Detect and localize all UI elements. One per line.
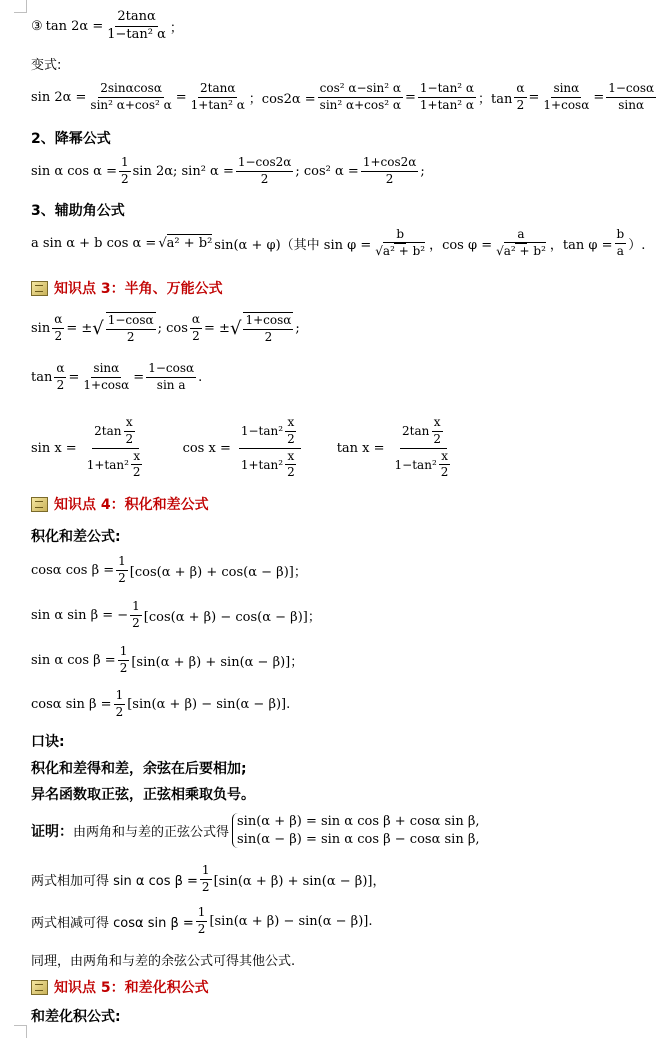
label-bianshi: 变式:	[31, 58, 62, 73]
fraction	[118, 645, 130, 676]
denominator: 2	[192, 328, 200, 343]
punct: ；	[169, 20, 183, 36]
formula-lhs: ；cos2α =	[248, 91, 316, 107]
fraction	[615, 228, 627, 259]
numerator: a	[515, 228, 526, 244]
numerator: cos² α−sin² α	[318, 82, 403, 98]
denominator: 2	[433, 431, 441, 446]
formula-rhs: [sin(α + β) + sin(α − β)]，	[213, 873, 386, 889]
section-knowledge-3	[31, 278, 223, 298]
numerator: 1	[130, 600, 142, 616]
fraction	[54, 362, 66, 393]
denominator: 1+cosα	[83, 377, 130, 392]
numerator: 1−cosα	[146, 362, 196, 378]
numerator: 2tan	[94, 423, 122, 438]
mnemonic-line-1: 积化和差得和差，余弦在后要相加;	[31, 761, 247, 777]
numerator: x	[432, 416, 443, 432]
denominator: 2	[132, 465, 141, 480]
proof-label: 证明：	[31, 823, 73, 840]
equals: =	[175, 89, 187, 105]
numerator: 1−cosα	[606, 82, 656, 98]
punct: ;	[420, 163, 425, 179]
denominator: 2	[56, 377, 65, 392]
fraction	[418, 82, 476, 113]
numerator: b	[615, 228, 627, 244]
formula-lhs: sin 2α =	[31, 89, 87, 105]
formula-lhs: a sin α + b cos α =	[31, 235, 157, 251]
formula-lhs: cos x =	[182, 440, 231, 456]
numerator: α	[190, 313, 202, 329]
formula-lhs: sin α sin β = −	[31, 607, 129, 623]
denominator: 2	[260, 171, 269, 186]
fraction	[431, 416, 443, 447]
formula-rhs: [cos(α + β) + cos(α − β)]；	[129, 564, 307, 580]
formula-mid: ，cos φ =	[429, 237, 493, 253]
formula-mid: ，tan φ =	[549, 237, 613, 253]
proof-text: 由两角和与差的正弦公式得	[73, 825, 230, 841]
fraction	[243, 312, 293, 345]
formula-mid: sin(α + φ)（其中 sin φ =	[214, 237, 372, 253]
punct: .	[198, 369, 203, 385]
equals: =	[133, 369, 145, 385]
fraction	[361, 156, 419, 187]
denominator: 2	[440, 465, 449, 480]
mnemonic-line-2: 异名函数取正弦，正弦相乘取负号。	[31, 787, 255, 803]
fraction	[52, 313, 64, 344]
denominator: sin² α+cos² α	[90, 97, 172, 112]
denominator: 2	[119, 660, 128, 675]
denominator: 2	[516, 97, 525, 112]
denominator: 2	[287, 465, 295, 480]
label-product-to-sum: 积化和差公式:	[31, 529, 121, 545]
numerator: b	[394, 228, 406, 244]
punct: ）.	[628, 237, 646, 253]
fraction	[114, 689, 126, 720]
formula-rhs: [sin(α + β) − sin(α − β)].	[127, 696, 291, 712]
plus-minus: = ±	[204, 320, 230, 336]
formula-lhs: cosα sin β =	[31, 696, 112, 712]
numerator: α	[52, 313, 64, 329]
formula-rhs: [sin(α + β) + sin(α − β)]；	[131, 654, 304, 670]
section-knowledge-5	[31, 977, 209, 997]
fraction	[393, 416, 455, 480]
formula-universal	[31, 416, 456, 480]
label-sum-to-product: 和差化积公式:	[31, 1009, 121, 1025]
fraction	[190, 313, 202, 344]
fraction: $\frac{b}{\text{√a² + b²}}$	[375, 227, 426, 258]
denominator: 2	[264, 329, 273, 344]
formula-auxiliary-angle: a sin α + b cos α = √a² + b² sin(α + φ)（其中 sin φ = $\frac{b}{\text{√a² + b²}}$ ，cos φ = $\frac{a}{\text{√a² + b²}}$ ，tan φ = $\frac{b}{a}$ ）.	[31, 227, 646, 258]
formula-lhs: tan x =	[336, 440, 385, 456]
formula-lhs: tan	[31, 369, 53, 385]
equation-line: sin(α − β) = sin α cos β − cosα sin β,	[237, 831, 480, 847]
fraction: $\frac{a}{\text{√a² + b²}}$	[496, 227, 546, 258]
section-knowledge-4	[31, 494, 209, 514]
denominator: 1+tan² α	[419, 97, 475, 112]
fraction	[81, 362, 131, 393]
fraction	[88, 82, 173, 113]
fraction	[123, 416, 135, 447]
radicand: a² + b²	[382, 243, 426, 258]
label-mnemonic: 口诀:	[31, 734, 65, 750]
fraction	[116, 555, 128, 586]
numerator: 1	[196, 906, 208, 922]
fraction	[239, 416, 301, 480]
fraction	[146, 362, 196, 393]
formula-tan2a	[31, 10, 183, 43]
radicand: a² + b²	[503, 243, 546, 258]
denominator: 1+tan²	[240, 457, 284, 472]
numerator: 1−cosα	[106, 314, 156, 330]
page-corner-mark	[14, 1025, 27, 1038]
numerator: 1−tan² α	[418, 82, 476, 98]
numerator: α	[54, 362, 66, 378]
numerator: 2tanα	[198, 82, 237, 98]
denominator: 2	[115, 704, 124, 719]
note-similarly: 同理，由两角和与差的余弦公式可得其他公式.	[31, 954, 296, 969]
formula-lhs: cosα cos β =	[31, 562, 115, 578]
denominator: sinα	[618, 97, 645, 112]
equation-line: sin(α + β) = sin α cos β + cosα sin β,	[237, 814, 480, 829]
fraction	[130, 600, 142, 631]
plus-minus: = ±	[66, 320, 93, 336]
fraction	[514, 82, 526, 113]
numerator: 1	[200, 864, 212, 880]
numerator: sinα	[91, 362, 121, 378]
numerator: 1−tan²	[240, 423, 284, 438]
formula-lhs: sin α cos α =	[31, 163, 117, 179]
numerator: sinα	[551, 82, 581, 98]
section-title: 知识点 5：和差化积公式	[54, 980, 209, 996]
punct: ;	[295, 320, 300, 336]
numerator: 1	[119, 156, 131, 172]
formula-product-1	[31, 555, 307, 586]
formula-product-3	[31, 645, 303, 676]
heading-power-reduction: 2、降幂公式	[31, 131, 111, 147]
formula-lhs: ；tan	[478, 91, 513, 107]
fraction	[541, 82, 591, 113]
denominator: 1−tan²	[394, 457, 437, 472]
formula-rhs: [sin(α + β) − sin(α − β)].	[209, 913, 373, 929]
denominator: 1+cosα	[543, 97, 590, 112]
formula-mid: sin 2α; sin² α =	[132, 163, 234, 179]
fraction	[119, 156, 131, 187]
heading-auxiliary-angle: 3、辅助角公式	[31, 203, 125, 219]
numerator: 1	[118, 645, 130, 661]
sqrt-sign: √	[92, 317, 104, 339]
item-number: ③	[31, 18, 43, 34]
section-title: 知识点 3：半角、万能公式	[54, 281, 223, 297]
fraction	[85, 416, 147, 480]
formula-lhs: sin x =	[31, 440, 77, 456]
denominator: 2	[132, 615, 140, 630]
formula-sub-result	[31, 906, 372, 937]
numerator: 1	[114, 689, 126, 705]
fraction	[285, 416, 297, 447]
fraction	[200, 864, 212, 895]
equals: =	[68, 369, 80, 385]
numerator: 2tanα	[115, 10, 157, 27]
equals: =	[593, 89, 605, 105]
denominator: 2	[201, 879, 210, 894]
fraction	[236, 156, 294, 187]
fraction	[106, 312, 156, 345]
denominator: 1+tan² α	[190, 97, 245, 112]
numerator: x	[131, 450, 142, 466]
page-corner-mark	[14, 0, 27, 13]
formula-product-4	[31, 689, 290, 720]
fraction	[131, 450, 143, 481]
numerator: 1	[116, 555, 128, 571]
formula-lhs: sin	[31, 320, 51, 336]
formula-half-angle	[31, 312, 300, 345]
denominator: 1+tan²	[86, 457, 129, 472]
formula-lhs: 两式相加可得 sin α cos β =	[31, 873, 198, 889]
equals: =	[528, 89, 540, 105]
denominator: 2	[54, 328, 63, 343]
fraction	[318, 82, 403, 113]
radicand: a² + b²	[166, 235, 213, 251]
notebook-icon	[31, 980, 48, 995]
numerator: α	[514, 82, 526, 98]
numerator: 1−cos2α	[236, 156, 294, 172]
denominator: sin² α+cos² α	[319, 97, 401, 112]
formula-tan-half	[31, 362, 202, 393]
numerator: x	[439, 450, 450, 466]
proof-block	[31, 813, 479, 848]
numerator: 2tan	[401, 423, 430, 438]
denominator: 2	[287, 431, 295, 446]
formula-variants	[31, 82, 658, 113]
numerator: 1+cos2α	[361, 156, 419, 172]
formula-mid: ; cos² α =	[295, 163, 359, 179]
denominator: 2	[125, 431, 134, 446]
fraction	[606, 82, 656, 113]
notebook-icon	[31, 281, 48, 296]
denominator: 2	[120, 171, 129, 186]
denominator: 2	[197, 921, 206, 936]
numerator: x	[124, 416, 135, 432]
denominator: 2	[385, 171, 394, 186]
section-title: 知识点 4：积化和差公式	[54, 497, 209, 513]
formula-rhs: [cos(α + β) − cos(α − β)]；	[143, 609, 321, 625]
numerator: 2sinαcosα	[98, 82, 164, 98]
formula-power-reduction	[31, 156, 425, 187]
denominator: 2	[118, 570, 126, 585]
fraction	[105, 10, 168, 43]
fraction	[285, 450, 297, 481]
notebook-icon	[31, 497, 48, 512]
fraction	[189, 82, 247, 113]
formula-add-result	[31, 864, 385, 895]
numerator: 1+cosα	[243, 314, 293, 330]
formula-lhs: 两式相减可得 cosα sin β =	[31, 915, 194, 931]
formula-lhs: tan 2α =	[45, 18, 104, 34]
equation-system	[232, 813, 479, 848]
formula-mid: ; cos	[157, 320, 188, 336]
denominator: sin a	[156, 377, 186, 392]
fraction	[196, 906, 208, 937]
formula-product-2	[31, 600, 321, 631]
fraction	[439, 450, 451, 481]
denominator: 1−tan² α	[107, 26, 166, 42]
formula-lhs: sin α cos β =	[31, 652, 116, 668]
numerator: x	[285, 450, 296, 466]
numerator: x	[285, 416, 296, 432]
denominator: 2	[126, 329, 135, 344]
equals: =	[405, 89, 416, 105]
sqrt-sign: √	[229, 317, 242, 339]
denominator: a	[616, 243, 624, 258]
